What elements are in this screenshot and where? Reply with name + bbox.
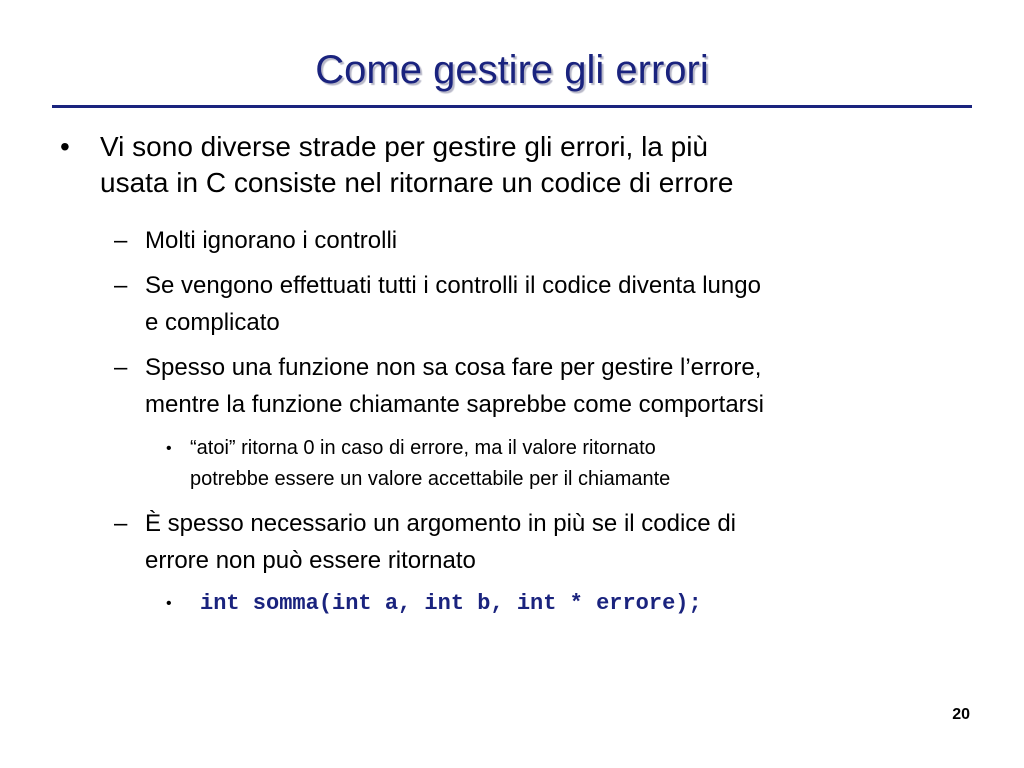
bullet-text-line: Vi sono diverse strade per gestire gli errori, la più	[100, 131, 709, 162]
bullet-text-line: potrebbe essere un valore accettabile per il chiamante	[190, 468, 671, 490]
dash-marker: –	[114, 354, 128, 381]
bullet-text-line: Se vengono effettuati tutti i controlli il codice diventa lungo	[145, 272, 761, 299]
bullet-level1-text	[100, 129, 733, 201]
title-underline	[52, 105, 972, 108]
bullet-text-line: Molti ignorano i controlli	[145, 227, 398, 254]
page-number: 20	[952, 706, 970, 723]
bullet-level2-text	[145, 267, 761, 341]
slide-title: Come gestire gli errori	[315, 48, 709, 92]
bullet-level2-text	[145, 505, 736, 579]
bullet-text-line: Spesso una funzione non sa cosa fare per gestire l’errore,	[145, 354, 762, 381]
bullet-level2-text	[145, 349, 764, 423]
code-snippet: int somma(int a, int b, int * errore);	[200, 591, 702, 616]
bullet-text-line: “atoi” ritorna 0 in caso di errore, ma il valore ritornato	[190, 437, 656, 459]
dash-marker: –	[114, 510, 128, 537]
dash-marker: –	[114, 227, 128, 254]
bullet-level3-text	[190, 433, 670, 495]
bullet-level2-text	[145, 222, 397, 259]
bullet-dot-marker: •	[166, 595, 172, 612]
bullet-text-line: e complicato	[145, 309, 280, 336]
bullet-text-line: mentre la funzione chiamante saprebbe come comportarsi	[145, 391, 764, 418]
bullet-dot-marker: •	[60, 131, 70, 162]
bullet-dot-marker: •	[166, 440, 172, 457]
bullet-text-line: usata in C consiste nel ritornare un codice di errore	[100, 167, 734, 198]
dash-marker: –	[114, 272, 128, 299]
bullet-text-line: errore non può essere ritornato	[145, 547, 476, 574]
bullet-text-line: È spesso necessario un argomento in più se il codice di	[145, 510, 736, 537]
